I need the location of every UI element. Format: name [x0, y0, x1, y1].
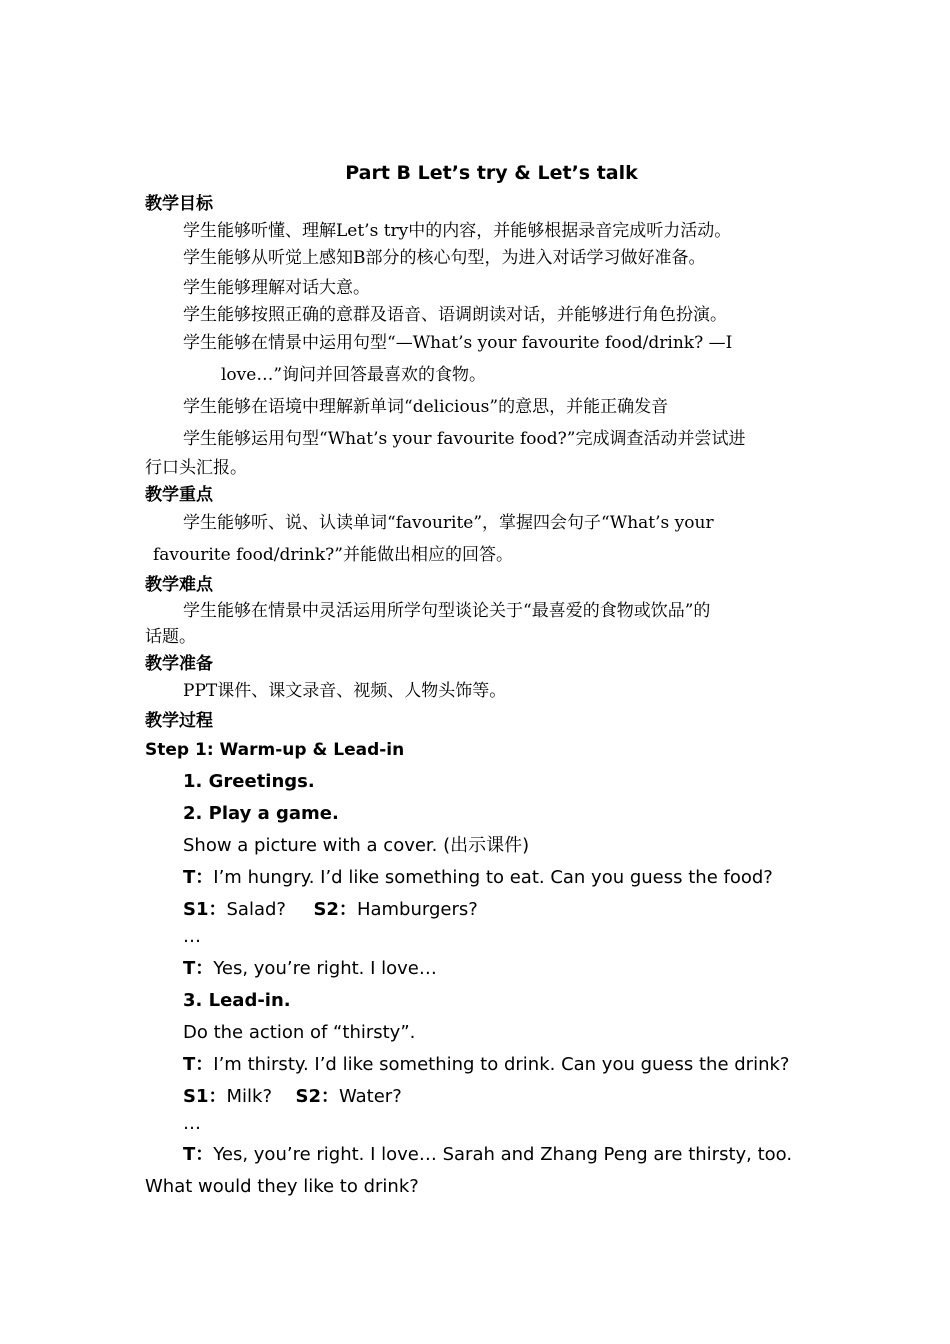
speaker-label: T：	[183, 1054, 214, 1075]
difficulties-heading: 教学难点	[145, 575, 213, 595]
dialogue-line	[183, 898, 478, 922]
difficulty-line: 话题。	[145, 627, 196, 647]
step-item-lead-in: 3. Lead-in.	[183, 990, 291, 1011]
key-point-line: favourite food/drink?”并能做出相应的回答。	[153, 545, 513, 565]
dialogue-line	[183, 1143, 792, 1167]
speaker-label: S2：	[295, 1086, 339, 1107]
speaker-label: S1：	[183, 1086, 227, 1107]
process-heading: 教学过程	[145, 711, 213, 731]
key-point-line: 学生能够听、说、认读单词“favourite”，掌握四会句子“What’s your	[183, 513, 714, 533]
dialogue-text: Hamburgers?	[356, 899, 478, 920]
dialogue-line	[183, 957, 437, 981]
objective-line: 行口头汇报。	[145, 458, 247, 478]
objective-line: 学生能够按照正确的意群及语音、语调朗读对话，并能够进行角色扮演。	[183, 305, 727, 325]
step-item-greetings: 1. Greetings.	[183, 771, 315, 792]
dialogue-text: I’m thirsty. I’d like something to drink. Can you guess the drink?	[213, 1054, 790, 1075]
speaker-label: S1：	[183, 899, 227, 920]
instruction-line: Do the action of “thirsty”.	[183, 1022, 416, 1043]
dialogue-line	[183, 866, 773, 890]
dialogue-text: Yes, you’re right. I love… Sarah and Zhang Peng are thirsty, too.	[213, 1144, 793, 1165]
instruction-line: Show a picture with a cover. (出示课件)	[183, 835, 530, 856]
speaker-label: T：	[183, 867, 214, 888]
preparation-line: PPT课件、课文录音、视频、人物头饰等。	[183, 681, 507, 701]
ellipsis-line: …	[183, 1113, 202, 1134]
objective-line: love…”询问并回答最喜欢的食物。	[221, 365, 487, 385]
objective-line: 学生能够听懂、理解Let’s try中的内容，并能够根据录音完成听力活动。	[183, 221, 732, 241]
dialogue-line	[183, 1053, 789, 1077]
objective-line: 学生能够从听觉上感知B部分的核心句型，为进入对话学习做好准备。	[183, 248, 706, 268]
document-title: Part B Let’s try & Let’s talk	[345, 162, 638, 184]
difficulty-line: 学生能够在情景中灵活运用所学句型谈论关于“最喜爱的食物或饮品”的	[183, 601, 711, 621]
objective-line: 学生能够在语境中理解新单词“delicious”的意思，并能正确发音	[183, 397, 669, 417]
step-item-game: 2. Play a game.	[183, 803, 339, 824]
dialogue-text: Water?	[338, 1086, 402, 1107]
dialogue-text: I’m hungry. I’d like something to eat. Can you guess the food?	[213, 867, 773, 888]
key-points-heading: 教学重点	[145, 485, 213, 505]
ellipsis-line: …	[183, 926, 202, 947]
dialogue-line	[183, 1085, 402, 1109]
preparation-heading: 教学准备	[145, 654, 213, 674]
dialogue-text: Milk?	[226, 1086, 273, 1107]
speaker-label: T：	[183, 1144, 214, 1165]
dialogue-text: Salad?	[226, 899, 286, 920]
speaker-label: S2：	[313, 899, 357, 920]
objective-line: 学生能够在情景中运用句型“—What’s your favourite food/drink? —I	[183, 333, 733, 353]
dialogue-text: Yes, you’re right. I love…	[213, 958, 437, 979]
step1-heading: Step 1: Warm-up & Lead-in	[145, 740, 405, 760]
objective-line: 学生能够理解对话大意。	[183, 278, 370, 298]
dialogue-continuation: What would they like to drink?	[145, 1176, 419, 1197]
objectives-heading: 教学目标	[145, 194, 213, 214]
speaker-label: T：	[183, 958, 214, 979]
objective-line: 学生能够运用句型“What’s your favourite food?”完成调查活动并尝试进	[183, 429, 746, 449]
